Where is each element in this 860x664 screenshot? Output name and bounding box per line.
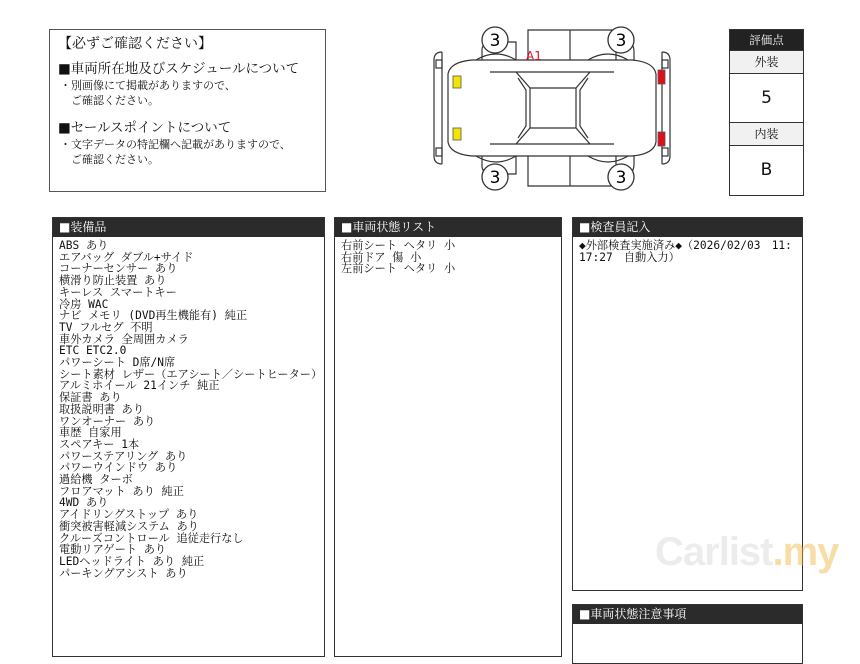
equipment-item: コーナーセンサー あり xyxy=(59,262,178,276)
equipment-item: ABS あり xyxy=(59,239,109,252)
equipment-item: シート素材 レザー（エアシート／シートヒーター） xyxy=(59,367,323,381)
score-rear-right: 3 xyxy=(615,168,627,188)
equipment-item: LEDヘッドライト あり 純正 xyxy=(59,554,205,568)
evaluation-box xyxy=(729,29,804,196)
equipment-item: スペアキー 1本 xyxy=(59,437,140,451)
watermark-suffix: .my xyxy=(772,530,839,574)
front-lamp-top xyxy=(453,76,461,88)
condition-item: 右前ドア 傷 小 xyxy=(341,250,422,264)
equipment-list xyxy=(53,237,324,582)
notice-box xyxy=(49,29,326,192)
caution-header: ■車両状態注意事項 xyxy=(573,605,802,624)
equipment-item: ETC ETC2.0 xyxy=(59,344,127,358)
equipment-item: アルミホイール 21インチ 純正 xyxy=(59,379,220,393)
condition-list-header: ■車両状態リスト xyxy=(335,218,561,237)
damage-code-label: A1 xyxy=(526,49,542,63)
evaluation-header: 評価点 xyxy=(730,30,803,51)
equipment-item: パワーステアリング あり xyxy=(59,449,188,463)
equipment-item: TV フルセグ 不明 xyxy=(59,320,153,334)
equipment-item: エアバッグ ダブル+サイド xyxy=(59,250,194,264)
condition-list xyxy=(335,237,561,278)
score-front-left: 3 xyxy=(489,31,501,51)
interior-label: 内装 xyxy=(730,123,803,146)
notice-line: ご確認ください。 xyxy=(60,153,159,166)
car-damage-diagram xyxy=(420,22,684,194)
equipment-item: ワンオーナー あり xyxy=(59,414,156,428)
equipment-item: 取扱説明書 あり xyxy=(59,402,145,416)
equipment-item: アイドリングストップ あり xyxy=(59,508,199,522)
caution-panel xyxy=(572,604,803,664)
exterior-label: 外装 xyxy=(730,51,803,74)
interior-value: B xyxy=(760,160,773,180)
equipment-panel xyxy=(52,217,325,657)
rear-lamp-top xyxy=(658,70,665,84)
notice-title: 【必ずご確認ください】 xyxy=(58,36,212,52)
condition-item: 左前シート ヘタリ 小 xyxy=(341,262,456,276)
equipment-item: クルーズコントロール 追従走行なし xyxy=(59,531,244,545)
equipment-item: パワーシート D席/N席 xyxy=(59,356,176,370)
equipment-item: フロアマット あり 純正 xyxy=(59,484,184,498)
notice-heading-location: ■車両所在地及びスケジュールについて xyxy=(58,61,300,77)
notice-line: ・文字データの特記欄へ記載がありますので、 xyxy=(60,138,291,151)
watermark-brand: Carlist xyxy=(655,530,773,574)
equipment-item: 保証書 あり xyxy=(59,391,122,405)
notice-line: ・別画像にて掲載がありますので、 xyxy=(60,79,236,92)
inspector-header: ■検査員記入 xyxy=(573,218,802,237)
equipment-item: 冷房 WAC xyxy=(59,297,109,311)
score-rear-left: 3 xyxy=(615,31,627,51)
front-lamp-bottom xyxy=(453,128,461,140)
condition-item: 右前シート ヘタリ 小 xyxy=(341,239,456,252)
equipment-item: 車歴 自家用 xyxy=(59,426,122,440)
inspector-note: ◆外部検査実施済み◆（2026/02/03 11:17:27 自動入力） xyxy=(579,239,792,264)
equipment-item: パワーウインドウ あり xyxy=(59,461,178,475)
equipment-item: 4WD あり xyxy=(59,496,109,510)
notice-heading-sales-point: ■セールスポイントについて xyxy=(58,120,232,136)
equipment-item: 横滑り防止装置 あり xyxy=(59,274,167,288)
equipment-item: 過給機 ターボ xyxy=(59,473,133,487)
exterior-value: 5 xyxy=(730,74,803,123)
equipment-header: ■装備品 xyxy=(53,218,324,237)
equipment-item: ナビ メモリ (DVD再生機能有) 純正 xyxy=(59,309,248,323)
equipment-item: 衝突被害軽減システム あり xyxy=(59,519,199,533)
condition-list-panel xyxy=(334,217,562,657)
rear-lamp-bottom xyxy=(658,132,665,146)
equipment-item: 車外カメラ 全周囲カメラ xyxy=(59,332,189,346)
score-front-right: 3 xyxy=(489,168,501,188)
equipment-item: パーキングアシスト あり xyxy=(59,566,188,580)
notice-line: ご確認ください。 xyxy=(60,94,159,107)
carlist-watermark xyxy=(655,530,838,575)
equipment-item: キーレス スマートキー xyxy=(59,285,177,299)
equipment-item: 電動リアゲート あり xyxy=(59,543,167,557)
